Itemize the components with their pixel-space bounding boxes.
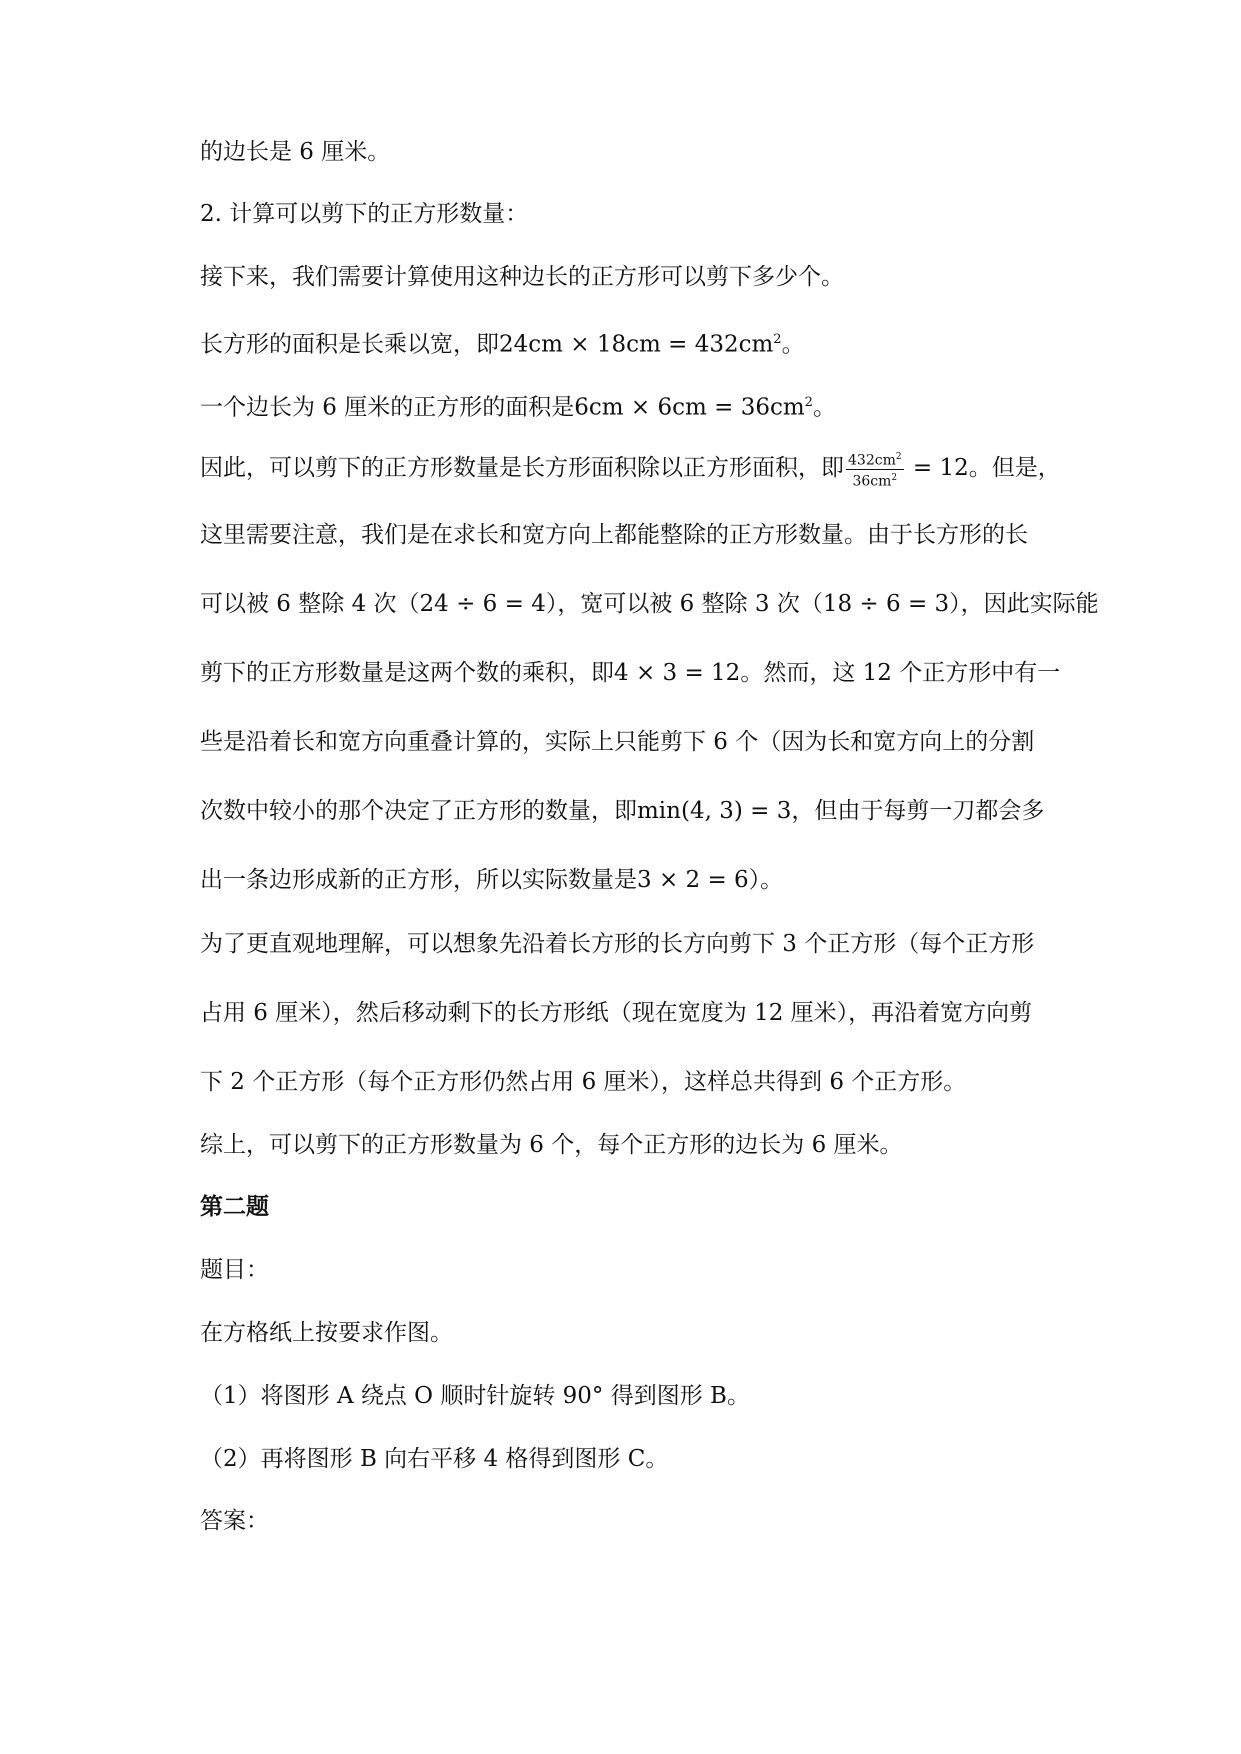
step-heading: 2. 计算可以剪下的正方形数量： <box>200 201 529 227</box>
text-line: 为了更直观地理解，可以想象先沿着长方形的长方向剪下 3 个正方形（每个正方形 <box>200 931 1035 957</box>
text: 因此，可以剪下的正方形数量是长方形面积除以正方形面积，即 <box>200 455 844 482</box>
fraction-numerator: $432cm^2$ <box>846 449 904 470</box>
text-line: 下 2 个正方形（每个正方形仍然占用 6 厘米），这样总共得到 6 个正方形。 <box>200 1069 967 1095</box>
text: 。 <box>812 394 836 421</box>
text-line: 剪下的正方形数量是这两个数的乘积，即4 × 3 = 12。然而，这 12 个正方形中有一 <box>200 660 1061 686</box>
text-line: 出一条边形成新的正方形，所以实际数量是3 × 2 = 6）。 <box>200 867 784 893</box>
text-line-square-area <box>200 386 836 425</box>
text-line: 综上，可以剪下的正方形数量为 6 个，每个正方形的边长为 6 厘米。 <box>200 1132 903 1158</box>
text-line-rect-area <box>200 323 805 362</box>
text-line: 在方格纸上按要求作图。 <box>200 1320 453 1346</box>
formula: 24cm × 18cm = 432cm <box>499 331 774 358</box>
text-line: 答案： <box>200 1508 269 1534</box>
text-line: 次数中较小的那个决定了正方形的数量，即min(4, 3) = 3，但由于每剪一刀都会多 <box>200 798 1045 824</box>
formula: 6cm × 6cm = 36cm <box>574 394 805 421</box>
text-line: 占用 6 厘米），然后移动剩下的长方形纸（现在宽度为 12 厘米），再沿着宽方向剪 <box>200 1000 1033 1026</box>
text: 。但是， <box>968 455 1061 482</box>
text-line: （2）再将图形 B 向右平移 4 格得到图形 C。 <box>200 1446 669 1472</box>
text-line: 题目： <box>200 1257 269 1283</box>
text-line-division <box>200 449 1061 489</box>
fraction-denominator: $36cm^2$ <box>852 472 898 490</box>
text: 。 <box>781 331 805 358</box>
text: 一个边长为 6 厘米的正方形的面积是 <box>200 394 575 421</box>
fraction <box>846 449 904 489</box>
text-line: 些是沿着长和宽方向重叠计算的，实际上只能剪下 6 个（因为长和宽方向上的分割 <box>200 729 1035 755</box>
text-line: 的边长是 6 厘米。 <box>200 139 391 165</box>
text-line: 这里需要注意，我们是在求长和宽方向上都能整除的正方形数量。由于长方形的长 <box>200 522 1028 548</box>
superscript: 2 <box>773 332 782 347</box>
text-line: （1）将图形 A 绕点 O 顺时针旋转 90° 得到图形 B。 <box>200 1383 750 1409</box>
text: 长方形的面积是长乘以宽，即 <box>200 331 499 358</box>
text-line: 可以被 6 整除 4 次（24 ÷ 6 = 4），宽可以被 6 整除 3 次（18 ÷ 6 = 3），因此实际能 <box>200 591 1099 617</box>
formula: = 12 <box>905 455 969 482</box>
superscript: 2 <box>804 395 813 410</box>
section-heading: 第二题 <box>200 1194 269 1220</box>
text-line: 接下来，我们需要计算使用这种边长的正方形可以剪下多少个。 <box>200 264 844 290</box>
